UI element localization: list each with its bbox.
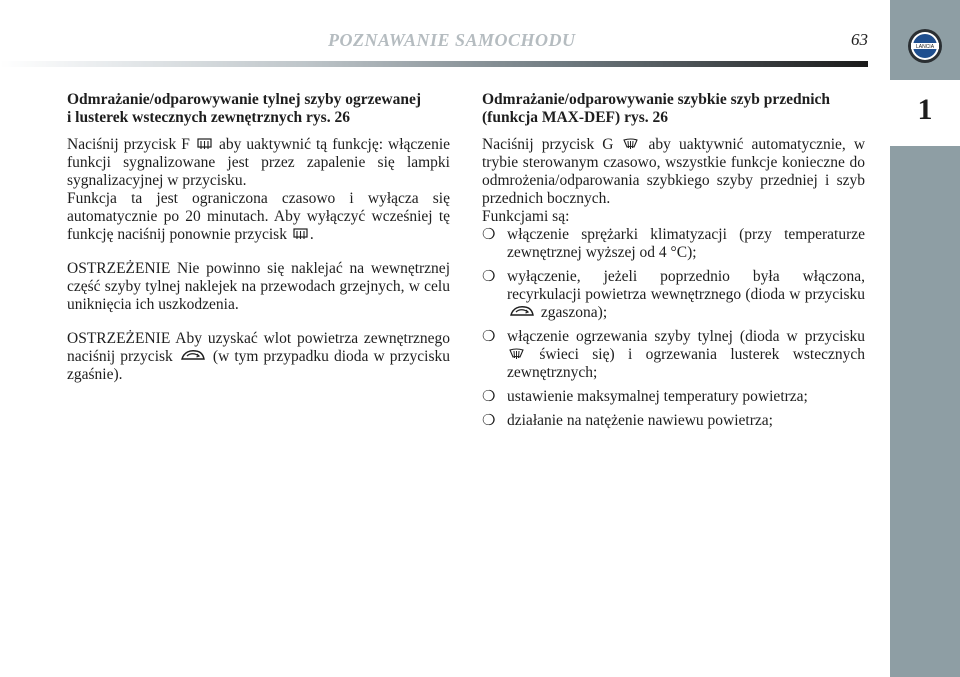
text-run: (w tym przypadku dioda w przycisku zgaśnie). — [67, 348, 450, 383]
list-item-text: zgaszona); — [540, 304, 608, 321]
recirculation-car-icon — [180, 348, 206, 362]
page-number: 63 — [851, 30, 868, 49]
bullet-marker: ❍ — [482, 389, 496, 405]
list-item — [482, 388, 865, 406]
chapter-sidebar — [890, 0, 960, 677]
right-column — [482, 91, 865, 436]
section-title: POZNAWANIE SAMOCHODU — [328, 30, 576, 50]
header-rule — [0, 61, 868, 67]
heading-line: (funkcja MAX-DEF) rys. 26 — [482, 109, 668, 126]
text-run: aby uaktywnić automatycznie, w trybie sterowanym czasowo, wszystkie funkcje konieczne do odmrożenia/odparowania szybkiego szyby przedniej i szyb przednich bocznych. — [482, 136, 866, 207]
windshield-defrost-icon — [623, 138, 638, 150]
text-run: Funkcjami są: — [482, 208, 570, 225]
heading-line: Odmrażanie/odparowywanie tylnej szyby ogrzewanej — [67, 91, 422, 108]
chapter-number: 1 — [917, 93, 933, 126]
warning-outside-air — [67, 330, 450, 384]
max-def-function-list — [482, 226, 865, 430]
max-def-heading — [482, 91, 865, 127]
rear-defrost-description — [67, 136, 450, 244]
warning-stickers: OSTRZEŻENIE Nie powinno się naklejać na wewnętrznej część szyby tylnej naklejek na przewodach grzejnych, w celu uniknięcia ich uszkodzenia. — [67, 260, 450, 313]
left-column — [67, 91, 450, 400]
bullet-marker: ❍ — [482, 227, 496, 243]
max-def-description — [482, 136, 865, 226]
list-item — [482, 328, 865, 382]
list-item-text: działanie na natężenie nawiewu powietrza; — [507, 412, 773, 429]
bullet-marker: ❍ — [482, 413, 496, 429]
list-item-text: ustawienie maksymalnej temperatury powietrza; — [507, 388, 808, 405]
bullet-marker: ❍ — [482, 329, 496, 345]
windshield-defrost-icon — [509, 348, 524, 360]
bullet-marker: ❍ — [482, 269, 496, 285]
text-run: Naciśnij przycisk G — [482, 136, 614, 153]
heading-line: Odmrażanie/odparowywanie szybkie szyb przednich — [482, 91, 831, 108]
list-item — [482, 268, 865, 322]
lancia-logo-icon — [907, 28, 943, 64]
recirculation-car-icon — [509, 304, 535, 318]
heading-line: i lusterek wstecznych zewnętrznych rys. 26 — [67, 109, 350, 126]
rear-defrost-heading — [67, 91, 450, 127]
list-item-text: wyłączenie, jeżeli poprzednio była włączona, recyrkulacji powietrza wewnętrznego (dioda w przycisku — [507, 268, 865, 303]
list-item-text: włączenie ogrzewania szyby tylnej (dioda w przycisku — [507, 328, 865, 345]
rear-window-heater-icon — [293, 228, 308, 240]
list-item-text: świeci się) i ogrzewania lusterek wstecznych zewnętrznych; — [507, 346, 865, 381]
text-run: . — [309, 226, 314, 243]
text-run: Funkcja ta jest ograniczona czasowo i wyłącza się automatycznie po 20 minutach. Aby wyłączyć wcześniej tę funkcję naciśnij ponownie przycisk — [67, 190, 450, 243]
list-item-text: włączenie sprężarki klimatyzacji (przy temperaturze zewnętrznej wyższej od 4 °C); — [507, 226, 865, 261]
text-run: aby uaktywnić tą funkcję: włączenie funkcji sygnalizowane jest przez zapalenie się lampki sygnalizacyjnej w przycisku. — [67, 136, 451, 189]
text-run: Naciśnij przycisk F — [67, 136, 190, 153]
logo-text: LANCIA — [915, 44, 935, 50]
text-run: OSTRZEŻENIE Aby uzyskać wlot powietrza zewnętrznego naciśnij przycisk — [67, 330, 450, 365]
list-item — [482, 226, 865, 262]
list-item — [482, 412, 865, 430]
rear-window-heater-icon — [197, 138, 212, 150]
